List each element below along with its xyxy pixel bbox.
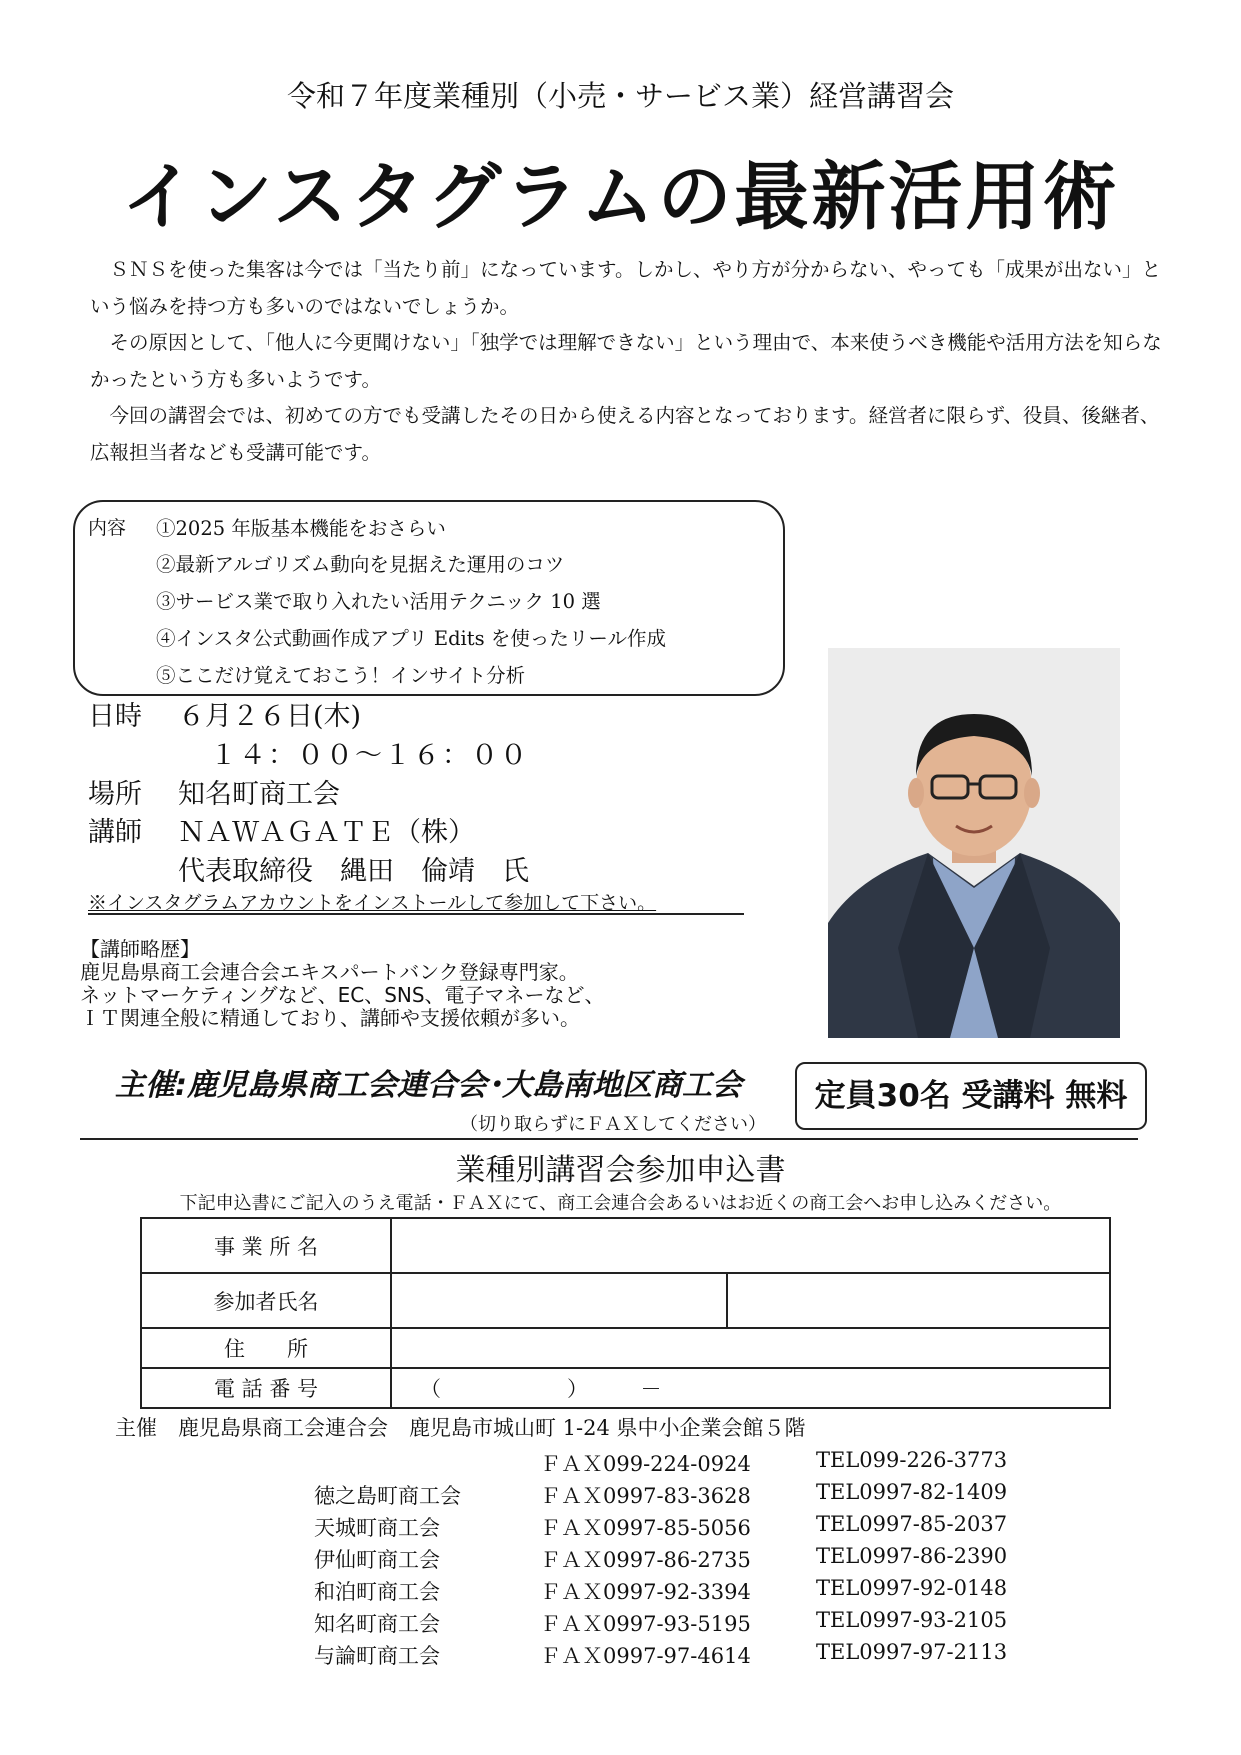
content-item-2: ②最新アルゴリズム動向を見据えた運用のコツ <box>156 553 565 576</box>
page-title: インスタグラムの最新活用術 <box>121 154 1120 240</box>
cut-line <box>80 1138 1138 1140</box>
content-item-4: ④インスタ公式動画作成アプリ Edits を使ったリール作成 <box>156 627 666 650</box>
bio-heading: 【講師略歴】 <box>80 937 200 961</box>
lecturer-portrait-illustration <box>828 648 1120 1038</box>
fax-instruction-note: （切り取らずにＦＡＸしてください） <box>460 1114 766 1135</box>
date-label: 日時 <box>88 701 142 732</box>
participant-name-field-2[interactable] <box>727 1273 1110 1328</box>
intro-paragraph-3: 今回の講習会では、初めての方でも受講したその日から使える内容となっております。経営者に限らず、役員、後継者、広報担当者なども受講可能です。 <box>90 404 1160 464</box>
lecturer-name: 代表取締役 縄田 倫靖 氏 <box>178 856 529 887</box>
install-note: ※インスタグラムアカウントをインストールして参加して下さい。 <box>88 892 657 914</box>
contact-name: 与論町商工会 <box>314 1644 440 1668</box>
contact-fax: ＦＡＸ0997-92-3394 <box>540 1580 751 1604</box>
event-place: 知名町商工会 <box>178 779 340 810</box>
contact-tel: TEL0997-92-0148 <box>816 1576 1008 1600</box>
phone-field[interactable]: （ ） － <box>391 1368 1110 1408</box>
intro-paragraph-2: その原因として、「他人に今更聞けない」「独学では理解できない」という理由で、本来使うべき機能や活用方法を知らなかったという方も多いようです。 <box>90 331 1162 391</box>
intro-text <box>90 252 1165 471</box>
participant-name-field-1[interactable] <box>391 1273 727 1328</box>
bio-line-2: ネットマーケティングなど、EC、SNS、電子マネーなど、 <box>80 983 605 1007</box>
contact-tel: TEL0997-85-2037 <box>816 1512 1008 1536</box>
address-label: 住 所 <box>141 1328 391 1368</box>
capacity-fee-box: 定員30名 受講料 無料 <box>795 1062 1147 1130</box>
contact-tel: TEL0997-97-2113 <box>816 1640 1008 1664</box>
note-underline <box>88 913 744 915</box>
participant-name-label: 参加者氏名 <box>141 1273 391 1328</box>
lecturer-label: 講師 <box>88 817 142 848</box>
form-row-business <box>141 1218 1110 1273</box>
content-item-1: ①2025 年版基本機能をおさらい <box>156 517 446 540</box>
business-name-field[interactable] <box>391 1218 1110 1273</box>
contact-name: 伊仙町商工会 <box>314 1548 440 1572</box>
form-row-address <box>141 1328 1110 1368</box>
organizer-text: 主催:鹿児島県商工会連合会･大島南地区商工会 <box>115 1068 742 1103</box>
content-item-3: ③サービス業で取り入れたい活用テクニック 10 選 <box>156 590 601 613</box>
contact-tel: TEL0997-86-2390 <box>816 1544 1008 1568</box>
host-address: 主催 鹿児島県商工会連合会 鹿児島市城山町 1-24 県中小企業会館５階 <box>115 1416 806 1440</box>
form-row-phone <box>141 1368 1110 1408</box>
lecturer-photo <box>828 648 1120 1038</box>
event-time: １４：００～１６：００ <box>210 740 529 771</box>
contact-tel: TEL0997-82-1409 <box>816 1480 1008 1504</box>
host-fax: ＦＡＸ099-224-0924 <box>540 1452 751 1476</box>
form-title: 業種別講習会参加申込書 <box>455 1153 786 1188</box>
bio-line-3: ＩＴ関連全般に精通しており、講師や支援依頼が多い。 <box>80 1006 580 1030</box>
contact-name: 徳之島町商工会 <box>314 1484 461 1508</box>
contact-fax: ＦＡＸ0997-85-5056 <box>540 1516 751 1540</box>
contact-fax: ＦＡＸ0997-83-3628 <box>540 1484 751 1508</box>
lecturer-company: ＮＡＷＡＧＡＴＥ（株） <box>178 817 475 848</box>
host-tel: TEL099-226-3773 <box>816 1448 1008 1472</box>
contact-name: 和泊町商工会 <box>314 1580 440 1604</box>
application-form-table <box>140 1217 1111 1409</box>
phone-label: 電 話 番 号 <box>141 1368 391 1408</box>
bio-line-1: 鹿児島県商工会連合会エキスパートバンク登録専門家。 <box>80 960 579 984</box>
form-instructions: 下記申込書にご記入のうえ電話・ＦＡＸにて、商工会連合会あるいはお近くの商工会へお申し込みください。 <box>179 1193 1062 1214</box>
content-label: 内容 <box>88 517 127 539</box>
address-field[interactable] <box>391 1328 1110 1368</box>
event-subtitle: 令和７年度業種別（小売・サービス業）経営講習会 <box>286 79 954 113</box>
content-item-5: ⑤ここだけ覚えておこう！インサイト分析 <box>156 664 526 687</box>
contact-fax: ＦＡＸ0997-86-2735 <box>540 1548 751 1572</box>
contact-tel: TEL0997-93-2105 <box>816 1608 1008 1632</box>
lecturer-bio <box>80 938 605 1030</box>
form-row-participant <box>141 1273 1110 1328</box>
contact-fax: ＦＡＸ0997-97-4614 <box>540 1644 751 1668</box>
contact-fax: ＦＡＸ0997-93-5195 <box>540 1612 751 1636</box>
event-date: ６月２６日(木) <box>178 701 362 732</box>
contact-name: 天城町商工会 <box>314 1516 440 1540</box>
intro-paragraph-1: ＳＮＳを使った集客は今では「当たり前」になっています。しかし、やり方が分からない、やっても「成果が出ない」という悩みを持つ方も多いのではないでしょうか。 <box>90 258 1161 318</box>
contact-name: 知名町商工会 <box>314 1612 440 1636</box>
business-name-label: 事 業 所 名 <box>141 1218 391 1273</box>
place-label: 場所 <box>88 779 142 810</box>
